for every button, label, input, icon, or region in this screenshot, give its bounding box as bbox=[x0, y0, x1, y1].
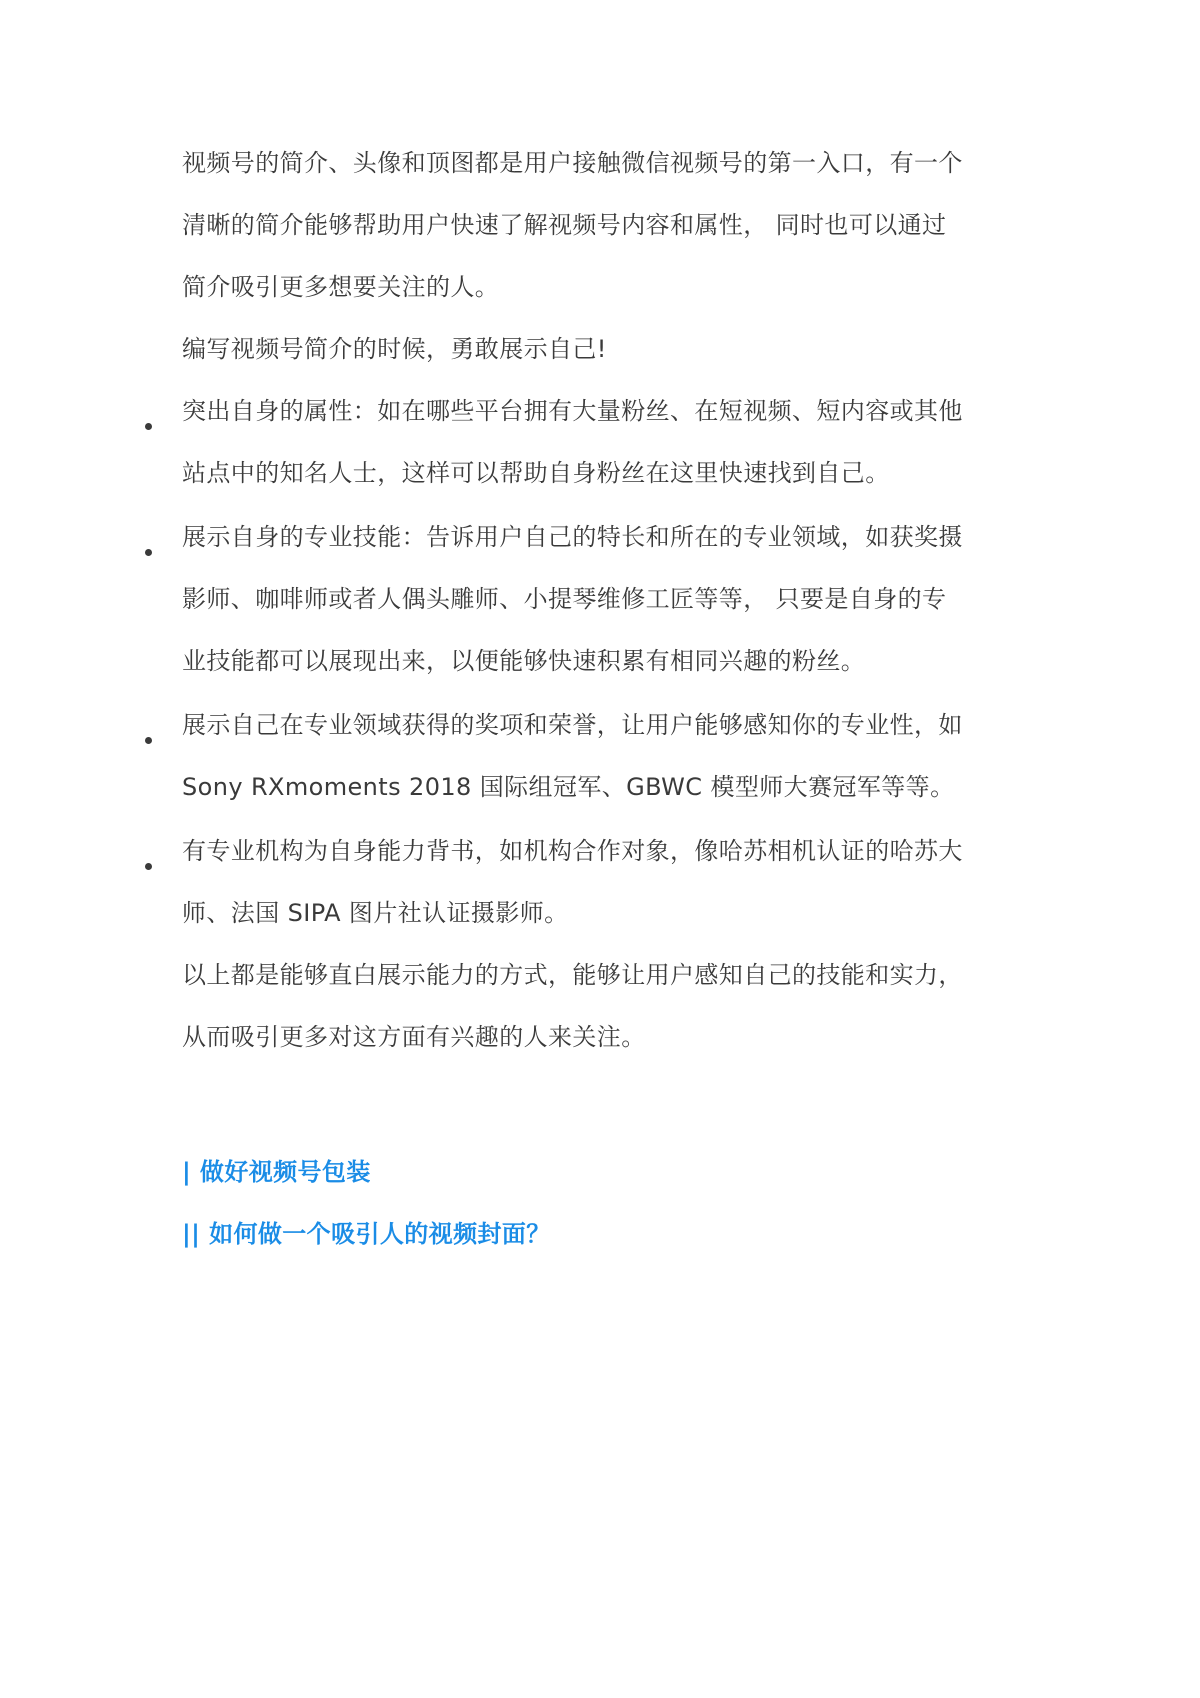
bullet-1-line-2: 站点中的知名人士，这样可以帮助自身粉丝在这里快速找到自己。 bbox=[182, 459, 890, 487]
bullet-2-line-2: 影师、咖啡师或者人偶头雕师、小提琴维修工匠等等， 只要是自身的专 bbox=[182, 585, 947, 613]
conclusion-line-2: 从而吸引更多对这方面有兴趣的人来关注。 bbox=[182, 1023, 646, 1051]
subsection-heading: || 如何做一个吸引人的视频封面？ bbox=[182, 1220, 551, 1248]
bullet-1-line-1: 突出自身的属性：如在哪些平台拥有大量粉丝、在短视频、短内容或其他 bbox=[182, 397, 963, 425]
bullet-2-line-3: 业技能都可以展现出来，以便能够快速积累有相同兴趣的粉丝。 bbox=[182, 647, 866, 675]
bullet-dot-4 bbox=[145, 863, 152, 870]
intro-line-3: 简介吸引更多想要关注的人。 bbox=[182, 273, 500, 301]
bullet-4-line-1: 有专业机构为自身能力背书，如机构合作对象，像哈苏相机认证的哈苏大 bbox=[182, 837, 963, 865]
bullet-3-line-1: 展示自己在专业领域获得的奖项和荣誉，让用户能够感知你的专业性，如 bbox=[182, 711, 963, 739]
bullet-2-line-1: 展示自身的专业技能：告诉用户自己的特长和所在的专业领域，如获奖摄 bbox=[182, 523, 963, 551]
intro-line-1: 视频号的简介、头像和顶图都是用户接触微信视频号的第一入口，有一个 bbox=[182, 149, 963, 177]
bullet-4-line-2: 师、法国 SIPA 图片社认证摄影师。 bbox=[182, 899, 569, 927]
bullet-dot-3 bbox=[145, 737, 152, 744]
bullet-dot-2 bbox=[145, 549, 152, 556]
conclusion-line-1: 以上都是能够直白展示能力的方式，能够让用户感知自己的技能和实力， bbox=[182, 961, 963, 989]
intro-line-2: 清晰的简介能够帮助用户快速了解视频号内容和属性， 同时也可以通过 bbox=[182, 211, 947, 239]
bullet-3-line-2: Sony RXmoments 2018 国际组冠军、GBWC 模型师大赛冠军等等。 bbox=[182, 773, 955, 801]
tagline: 编写视频号简介的时候，勇敢展示自己! bbox=[182, 335, 607, 363]
section-heading: | 做好视频号包装 bbox=[182, 1158, 371, 1186]
bullet-dot-1 bbox=[145, 423, 152, 430]
